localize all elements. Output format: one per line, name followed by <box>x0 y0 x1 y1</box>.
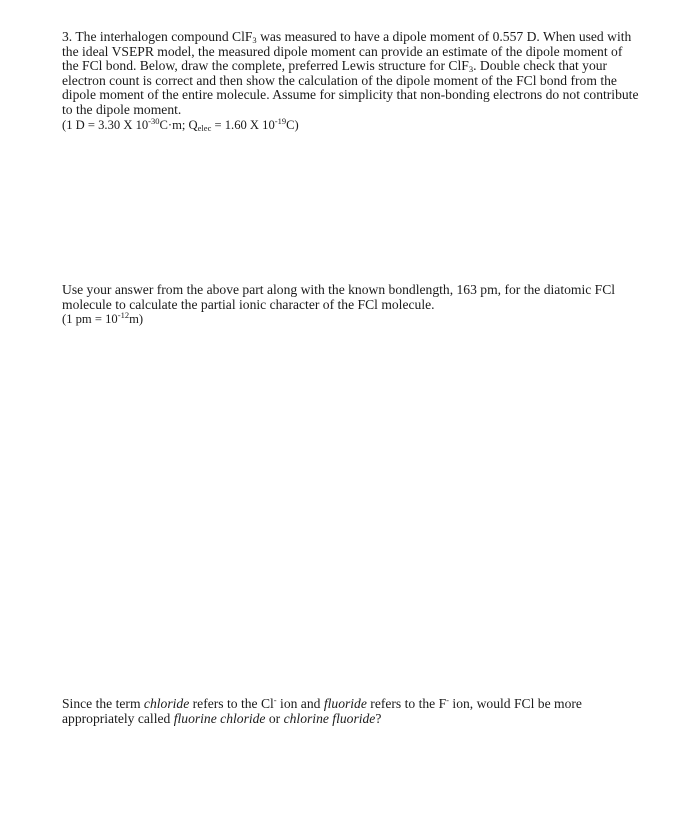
q3b-const-a: (1 pm = 10 <box>62 312 118 327</box>
q3-subscript-a: 3 <box>252 35 257 45</box>
q3b-constants <box>62 312 143 326</box>
q3c-cl-charge: - <box>273 695 277 705</box>
question-3-part-2 <box>62 283 642 327</box>
q3-const-b: C·m; Q <box>159 117 198 132</box>
q3c-text-6: refers to the F <box>366 696 447 711</box>
q3c-term-fluoride: fluoride <box>323 696 367 711</box>
q3c-text-1: Since the term <box>62 696 144 711</box>
q3-text-a: 3. The interhalogen compound ClF <box>62 29 253 44</box>
q3c-term-chlorine-fluoride: chlorine fluoride <box>283 710 376 726</box>
q3c-f-charge: - <box>446 695 450 705</box>
q3-const-a: (1 D = 3.30 X 10 <box>62 117 149 132</box>
q3b-const-b: m) <box>129 312 144 327</box>
question-3-part-3 <box>62 697 642 726</box>
q3-constants <box>62 115 299 133</box>
q3-subscript-b: 3 <box>468 64 474 75</box>
q3c-text-4: ion and <box>276 696 324 711</box>
q3c-text-11: ? <box>375 710 382 726</box>
q3-text-b: was measured to have a dipole moment of 0.557 D. When used with the ideal VSEPR model, the measured dipole moment can provide an estimate of the dipole moment of the FCl bond. Below, draw the complete, preferred Lewis structure for ClF <box>62 29 632 74</box>
q3-const-b-sub: elec <box>197 122 212 133</box>
q3c-term-fluorine-chloride: fluorine chloride <box>173 710 266 726</box>
q3-text-c: . Double check that your electron count is correct and then show the calculation of the dipole moment of the FCl bond from the dipole moment of the entire molecule. Assume for simplicity that non-bonding electrons do not contribute to the dipole moment. <box>62 58 639 117</box>
q3b-const-a-exp: -12 <box>117 310 130 321</box>
q3c-text-7: ion, would FCl be more appropriately called <box>62 696 582 726</box>
q3-const-d: C) <box>286 117 299 132</box>
q3c-text-3: refers to the Cl <box>189 696 274 711</box>
question-3-part-1 <box>62 30 642 132</box>
q3-const-c: = 1.60 X 10 <box>211 117 275 132</box>
q3-const-c-exp: -19 <box>274 115 287 126</box>
q3c-term-chloride: chloride <box>143 696 190 711</box>
q3c-text-9: or <box>265 710 284 726</box>
q3b-text: Use your answer from the above part along with the known bondlength, 163 pm, for the diatomic FCl molecule to calculate the partial ionic character of the FCl molecule. <box>62 282 616 312</box>
q3-const-a-exp: -30 <box>148 115 160 126</box>
